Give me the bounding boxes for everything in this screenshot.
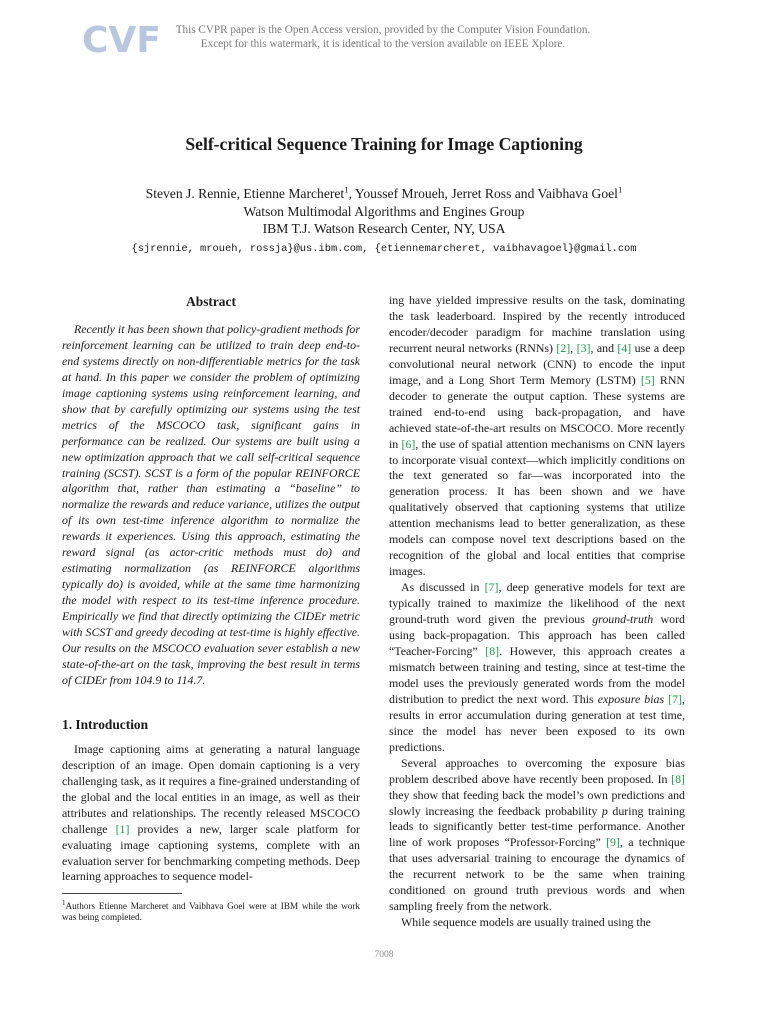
math-variable: p <box>601 803 608 818</box>
footnote-mark: 1 <box>617 184 623 195</box>
author-institution: IBM T.J. Watson Research Center, NY, USA <box>262 221 506 237</box>
emphasized-term: ground-truth <box>592 612 654 627</box>
intro-paragraph-1-continued: ing have yielded impressive results on the task, dominating the task leaderboard. Inspired by the recently introduced encoder/decoder paradigm for machine translation using recurrent neural networks (RNNs) [2], [3], and [4] use a deep convolutional neural network (CNN) to encode the input image, and a Long Short Term Memory (LSTM) [5] RNN decoder to generate the output caption. These systems are trained end-to-end using back-propagation, and have achieved state-of-the-art results on MSCOCO. More recently in [6], the use of spatial attention mechanisms on CNN layers to incorporate visual context—which implicitly conditions on the text generated so far—was incorporated into the generation process. It has been shown and we have qualitatively observed that captioning systems that utilize attention mechanisms lead to better generalization, as these models can compose novel text descriptions based on the recognition of the global and local entities that comprise images. <box>389 293 686 579</box>
footnote-mark: 1 <box>344 184 349 195</box>
citation-link[interactable]: [2] <box>556 340 571 355</box>
footnote-rule <box>62 893 182 894</box>
citation-link[interactable]: [8] <box>485 643 500 658</box>
open-access-watermark <box>150 23 616 51</box>
svg-text:CVF: CVF <box>82 20 161 61</box>
citation-link[interactable]: [4] <box>617 340 632 355</box>
abstract-text: Recently it has been shown that policy-gradient methods for reinforcement learning can be utilized to train deep end-to-end systems directly on non-differentiable metrics for the task at hand. In this paper we consider the problem of optimizing image captioning systems using reinforcement learning, and show that by carefully optimizing our systems using the test metrics of the MSCOCO task, significant gains in performance can be realized. Our systems are built using a new optimization approach that we call self-critical sequence training (SCST). SCST is a form of the popular REINFORCE algorithm that, rather than estimating a “baseline” to normalize the rewards and reduce variance, utilizes the output of its own test-time inference algorithm to normalize the rewards it experiences. Using this approach, estimating the reward signal (as actor-critic methods must do) and estimating normalization (as REINFORCE algorithms typically do) is avoided, while at the same time harmonizing the model with respect to its test-time inference procedure. Empirically we find that directly optimizing the CIDEr metric with SCST and greedy decoding at test-time is highly effective. Our results on the MSCOCO evaluation sever establish a new state-of-the-art on the task, improving the best result in terms of CIDEr from 104.9 to 114.7. <box>62 321 360 687</box>
left-column <box>62 294 360 885</box>
intro-paragraph-1: Image captioning aims at generating a natural language description of an image. Open domain captioning is a very challenging task, as it requires a fine-grained understanding of the global and the local entities in an image, as well as their attributes and relationships. The recently released MSCOCO challenge [1] provides a new, larger scale platform for evaluating image captioning systems, complete with an evaluation server for benchmarking competing methods. Deep learning approaches to sequence model- <box>62 741 360 884</box>
cvf-logo-icon <box>82 18 161 61</box>
intro-paragraph-4: While sequence models are usually trained using the <box>401 915 651 930</box>
author-group: Watson Multimodal Algorithms and Engines Group <box>243 203 525 219</box>
page-number: 7008 <box>374 949 394 960</box>
intro-paragraph-2: As discussed in [7], deep generative models for text are typically trained to maximize the likelihood of the next ground-truth word given the previous ground-truth word using back-propagation. This approach has been called “Teacher-Forcing” [8]. However, this approach creates a mismatch between training and testing, since at test-time the model uses the previously generated words from the model distribution to predict the next word. This exposure bias [7], results in error accumulation during generation at test time, since the model has never been exposed to its own predictions. <box>389 580 686 754</box>
right-column <box>389 293 685 931</box>
abstract-heading: Abstract <box>186 294 236 309</box>
footnote-text: $^1$Authors Etienne Marcheret and Vaibhava Goel were at IBM while the work was being completed. <box>62 899 360 923</box>
paper-title: Self-critical Sequence Training for Image Captioning <box>185 134 583 154</box>
citation-link[interactable]: [5] <box>640 372 655 387</box>
author-emails: {sjrennie, mroueh, rossja}@us.ibm.com, {etiennemarcheret, vaibhavagoel}@gmail.com <box>131 243 637 255</box>
citation-link[interactable]: [3] <box>576 340 591 355</box>
intro-paragraph-3: Several approaches to overcoming the exposure bias problem described above have recently been proposed. In [8] they show that feeding back the model’s own predictions and slowly increasing the feedback probability p during training leads to significantly better test-time performance. Another line of work proposes “Professor-Forcing” [9], a technique that uses adversarial training to encourage the dynamics of the recurrent network to be the same when training conditioned on ground truth previous words and when sampling freely from the network. <box>389 755 685 914</box>
citation-link[interactable]: [9] <box>606 835 620 850</box>
citation-link[interactable]: [6] <box>401 436 416 451</box>
watermark-line-1: This CVPR paper is the Open Access version, provided by the Computer Vision Foundation. <box>175 24 591 36</box>
emphasized-term: exposure bias <box>597 691 665 706</box>
citation-link[interactable]: [7] <box>668 691 683 706</box>
citation-link[interactable]: [7] <box>484 580 499 595</box>
footnote <box>62 893 360 924</box>
author-names: Steven J. Rennie, Etienne Marcheret$^1$, Youssef Mroueh, Jerret Ross and Vaibhava Goel$^1$ <box>145 184 623 201</box>
watermark-line-2: Except for this watermark, it is identical to the version available on IEEE Xplore. <box>200 38 566 50</box>
author-block <box>0 185 768 238</box>
citation-link[interactable]: [8] <box>671 771 685 786</box>
citation-link[interactable]: [1] <box>115 821 130 836</box>
introduction-heading: 1. Introduction <box>62 716 149 732</box>
